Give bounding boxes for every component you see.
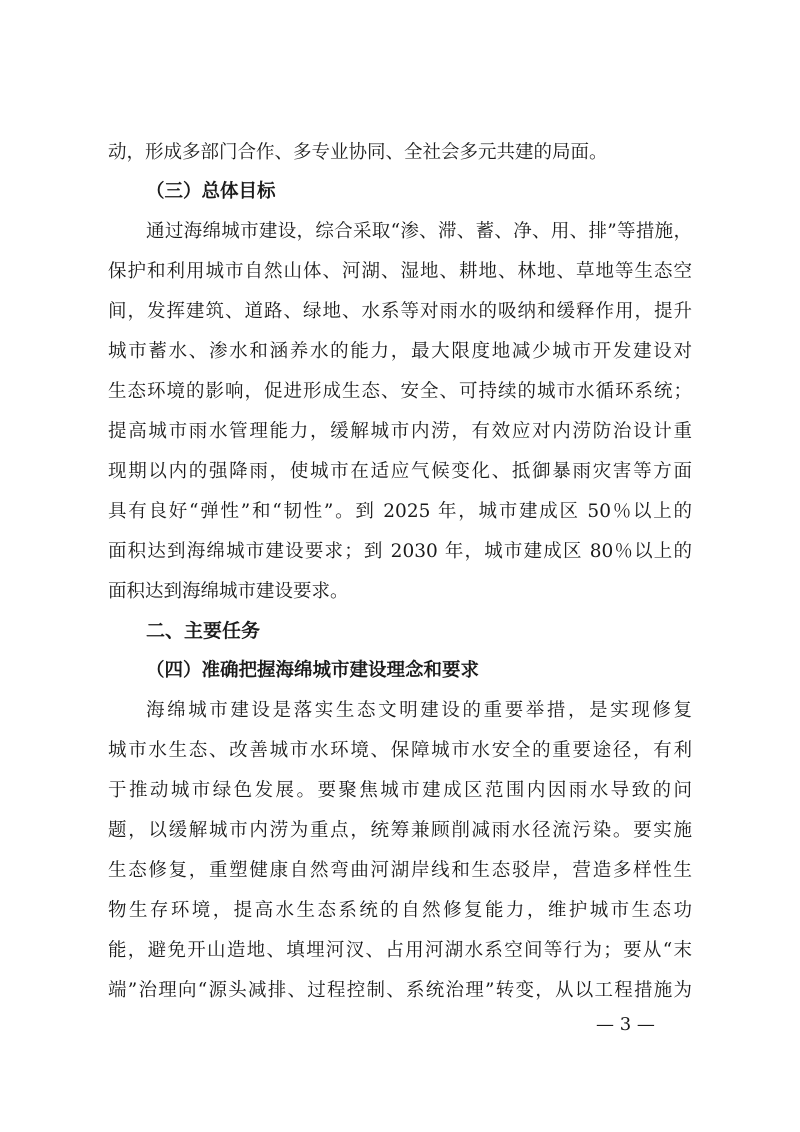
- paragraph-line: 现期以内的强降雨，使城市在适应气候变化、抵御暴雨灾害等方面: [108, 461, 692, 482]
- paragraph-line: 保护和利用城市自然山体、河湖、湿地、耕地、林地、草地等生态空: [108, 261, 692, 282]
- paragraph-line: 能，避免开山造地、填埋河汊、占用河湖水系空间等行为；要从“末: [108, 940, 692, 961]
- paragraph-line: 具有良好“弹性”和“韧性”。到 2025 年，城市建成区 50％以上的: [108, 501, 692, 522]
- paragraph-line: 题，以缓解城市内涝为重点，统筹兼顾削减雨水径流污染。要实施: [108, 820, 692, 841]
- paragraph-line: 生态修复，重塑健康自然弯曲河湖岸线和生态驳岸，营造多样性生: [108, 860, 692, 881]
- paragraph-line: 海绵城市建设是落实生态文明建设的重要举措，是实现修复: [146, 700, 692, 721]
- section-heading-main-tasks: 二、主要任务: [146, 620, 261, 642]
- subsection-heading-concept-requirements: （四）准确把握海绵城市建设理念和要求: [146, 660, 480, 681]
- paragraph-line: 间，发挥建筑、道路、绿地、水系等对雨水的吸纳和缓释作用，提升: [108, 301, 692, 322]
- paragraph-line: 动，形成多部门合作、多专业协同、全社会多元共建的局面。: [108, 142, 608, 163]
- paragraph-line: 于推动城市绿色发展。要聚焦城市建成区范围内因雨水导致的问: [108, 780, 692, 801]
- paragraph-line: 通过海绵城市建设，综合采取“渗、滞、蓄、净、用、排”等措施，: [146, 221, 692, 242]
- paragraph-line: 提高城市雨水管理能力，缓解城市内涝，有效应对内涝防治设计重: [108, 421, 692, 442]
- paragraph-line: 物生存环境，提高水生态系统的自然修复能力，维护城市生态功: [108, 900, 692, 921]
- paragraph-line: 城市蓄水、渗水和涵养水的能力，最大限度地减少城市开发建设对: [108, 341, 692, 362]
- paragraph-line: 城市水生态、改善城市水环境、保障城市水安全的重要途径，有利: [108, 740, 692, 761]
- paragraph-line: 面积达到海绵城市建设要求。: [108, 581, 349, 602]
- paragraph-line: 生态环境的影响，促进形成生态、安全、可持续的城市水循环系统；: [108, 381, 692, 402]
- section-heading-overall-goal: （三）总体目标: [146, 181, 276, 202]
- page-number: — 3 —: [596, 1014, 655, 1035]
- paragraph-line: 面积达到海绵城市建设要求；到 2030 年，城市建成区 80％以上的: [108, 541, 692, 562]
- paragraph-line: 端”治理向“源头减排、过程控制、系统治理”转变，从以工程措施为: [108, 980, 692, 1001]
